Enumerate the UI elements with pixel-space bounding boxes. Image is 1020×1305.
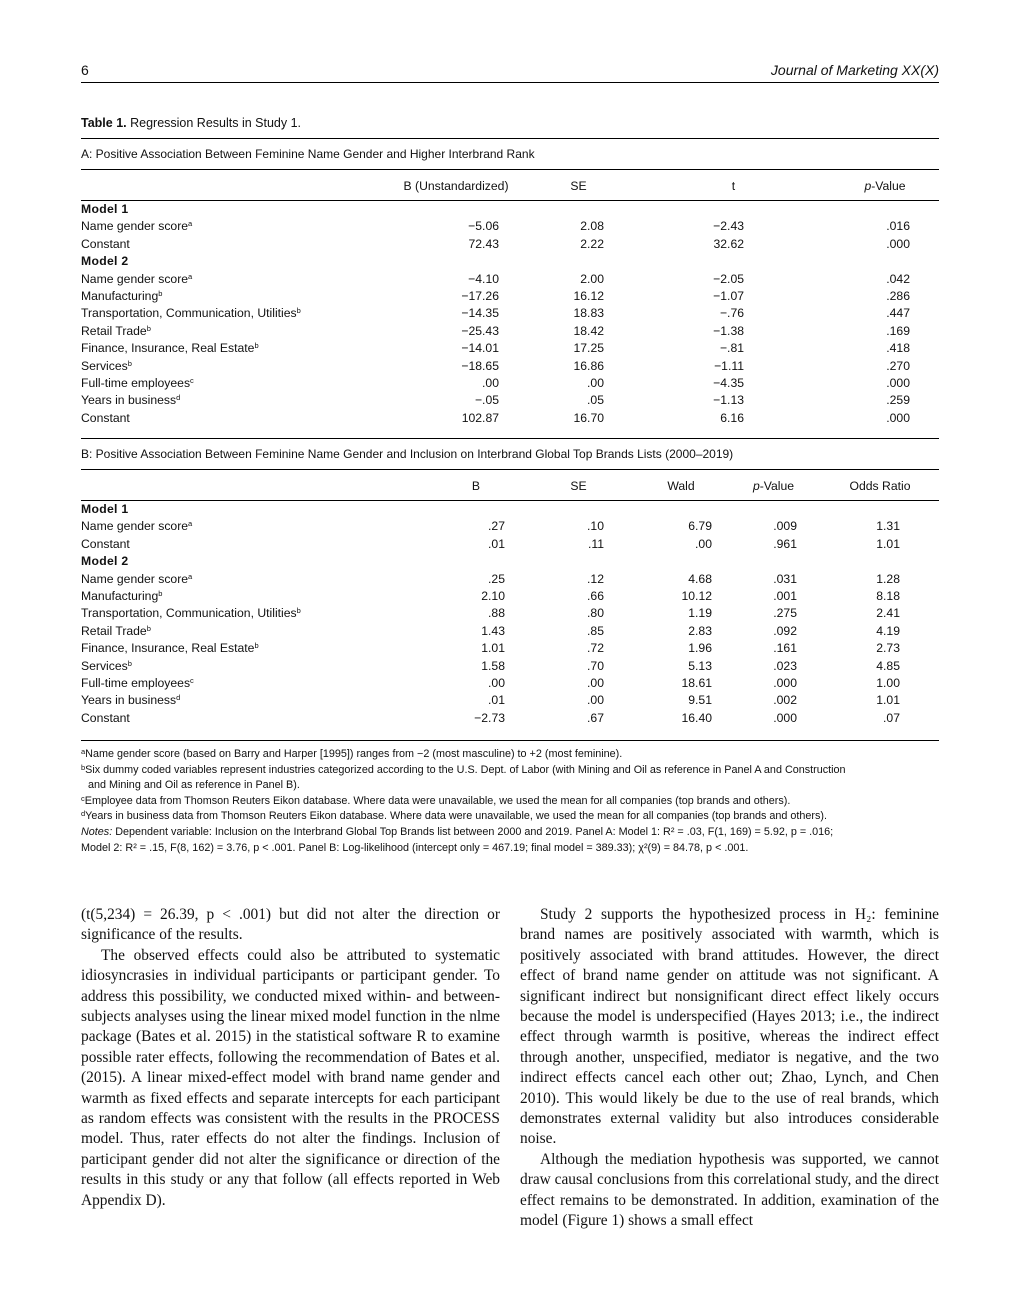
cell-value: −25.43 — [461, 323, 499, 338]
cell-value: −18.65 — [461, 358, 499, 373]
cell-value: 5.13 — [688, 658, 712, 673]
cell-value: .85 — [587, 623, 604, 638]
panel-a-table-row — [81, 358, 939, 375]
cell-value: .002 — [773, 693, 797, 708]
cell-value: .092 — [773, 623, 797, 638]
body-paragraph: Study 2 supports the hypothesized process in H₂: feminine brand names are positively associated with warmth, which is positively associated with brand attitudes. However, the direct effect of brand name gender on attitude was not significant. A significant indirect but nonsignificant direct effect likely occurs because the model is underspecified (Hayes 2013; i.e., the indirect effect through warmth is positive, whereas the indirect effect through another, unspecified, mediator is negative, and the two indirect effects cancel each other out; Zhao, Lynch, and Chen 2010). This would likely be due to the use of real brands, which demonstrates external validity but also introduces considerable noise. — [520, 906, 939, 1148]
panel-b-table-row — [81, 710, 939, 727]
cell-value: 4.19 — [876, 623, 900, 638]
row-label: Name gender score$^a$ — [81, 271, 193, 286]
row-label: Retail Trade$^b$ — [81, 323, 151, 338]
panel-a-model-heading — [81, 201, 939, 218]
cell-value: 2.10 — [481, 589, 505, 604]
cell-value: .000 — [886, 376, 910, 391]
cell-value: .00 — [482, 376, 499, 391]
cell-value: −4.35 — [713, 376, 744, 391]
panel-a-table-row — [81, 288, 939, 305]
cell-value: .80 — [587, 606, 604, 621]
cell-value: 2.00 — [580, 271, 604, 286]
cell-value: 6.79 — [688, 519, 712, 534]
cell-value: 2.83 — [688, 623, 712, 638]
row-label: Retail Trade$^b$ — [81, 623, 151, 638]
cell-value: .00 — [587, 676, 604, 691]
panel-b-col-label — [81, 471, 431, 501]
cell-value: −.81 — [719, 341, 744, 356]
cell-value: .286 — [886, 289, 910, 304]
table-notes-line1: Notes: Dependent variable: Inclusion on the Interbrand Global Top Brands list between 2000 and 2019. Panel A: Model 1: R² = .03, F(1, 169) = 5.92, p = .016; — [81, 825, 834, 838]
panel-b-table-row — [81, 658, 939, 675]
table-top-rule — [81, 138, 939, 139]
cell-value: .27 — [488, 519, 505, 534]
panel-a-table-row — [81, 340, 939, 357]
panel-b-title-rule — [81, 469, 939, 470]
panel-a-table-row — [81, 218, 939, 235]
panel-b-table-row — [81, 605, 939, 622]
panel-a-title-rule — [81, 169, 939, 170]
panel-a-table-row — [81, 323, 939, 340]
cell-value: 16.12 — [573, 289, 604, 304]
row-label: Manufacturing$^b$ — [81, 289, 163, 304]
cell-value: .12 — [587, 571, 604, 586]
model-label: Model 2 — [81, 254, 129, 269]
cell-value: 1.01 — [876, 536, 900, 551]
panel-b-table — [81, 471, 939, 727]
cell-value: 16.86 — [573, 358, 604, 373]
panel-b-table-row — [81, 536, 939, 553]
cell-value: 1.43 — [481, 623, 505, 638]
table-label: Table 1. — [81, 116, 127, 130]
cell-value: .169 — [886, 323, 910, 338]
panel-b-model-heading — [81, 553, 939, 570]
row-label: Name gender score$^a$ — [81, 519, 193, 534]
row-label: Services$^b$ — [81, 658, 132, 673]
panel-b-col-p: p-Value — [752, 479, 795, 493]
panel-a-col-se: SE — [570, 179, 587, 193]
cell-value: .418 — [886, 341, 910, 356]
cell-value: 9.51 — [688, 693, 712, 708]
panel-b-table-row — [81, 623, 939, 640]
panel-b-header-row — [81, 471, 939, 501]
page-number: 6 — [81, 62, 89, 78]
cell-value: 1.58 — [481, 658, 505, 673]
cell-value: .275 — [773, 606, 797, 621]
panel-b-col-wald: Wald — [667, 479, 695, 493]
panel-b-table-row — [81, 571, 939, 588]
panel-a-col-p: p-Value — [864, 179, 906, 193]
cell-value: −2.05 — [713, 271, 744, 286]
table-bottom-rule — [81, 740, 939, 741]
panel-b-col-or: Odds Ratio — [849, 479, 911, 493]
panel-a-header-rule — [81, 200, 939, 201]
cell-value: .05 — [587, 393, 604, 408]
model-label: Model 2 — [81, 554, 129, 569]
row-label: Finance, Insurance, Real Estate$^b$ — [81, 341, 259, 356]
panel-b-col-b: B — [471, 479, 481, 493]
cell-value: −1.38 — [713, 323, 744, 338]
cell-value: 1.31 — [876, 519, 900, 534]
panel-a-title: A: Positive Association Between Feminine Name Gender and Higher Interbrand Rank — [81, 147, 535, 161]
row-label: Years in business$^d$ — [81, 393, 181, 408]
table-title: Regression Results in Study 1. — [130, 116, 302, 130]
cell-value: 16.40 — [681, 710, 712, 725]
cell-value: 10.12 — [681, 589, 712, 604]
cell-value: .70 — [587, 658, 604, 673]
cell-value: −1.07 — [713, 289, 744, 304]
row-label: Transportation, Communication, Utilities$^b$ — [81, 606, 301, 621]
cell-value: .01 — [488, 693, 505, 708]
panel-b-table-row — [81, 588, 939, 605]
panel-a-table-row — [81, 410, 939, 427]
running-header — [81, 60, 939, 83]
cell-value: .66 — [587, 589, 604, 604]
cell-value: 16.70 — [573, 410, 604, 425]
cell-value: 2.22 — [580, 236, 604, 251]
cell-value: 8.18 — [876, 589, 900, 604]
cell-value: 1.01 — [481, 641, 505, 656]
row-label: Years in business$^d$ — [81, 693, 181, 708]
row-label: Services$^b$ — [81, 358, 132, 373]
cell-value: .270 — [886, 358, 910, 373]
panel-a-bottom-rule — [81, 438, 939, 439]
cell-value: 1.01 — [876, 693, 900, 708]
cell-value: .07 — [883, 710, 900, 725]
cell-value: 18.83 — [573, 306, 604, 321]
panel-b-model-heading — [81, 501, 939, 518]
panel-b-table-row — [81, 675, 939, 692]
cell-value: 4.68 — [688, 571, 712, 586]
cell-value: .000 — [773, 710, 797, 725]
row-label: Name gender score$^a$ — [81, 571, 193, 586]
panel-b-col-se: SE — [570, 479, 587, 493]
cell-value: .00 — [587, 693, 604, 708]
cell-value: 102.87 — [461, 410, 499, 425]
cell-value: .000 — [886, 236, 910, 251]
cell-value: 2.73 — [876, 641, 900, 656]
panel-a-table-row — [81, 271, 939, 288]
panel-a-col-t: t — [731, 179, 736, 193]
panel-b-table-row — [81, 692, 939, 709]
cell-value: 2.41 — [876, 606, 900, 621]
panel-b-table-row — [81, 518, 939, 535]
cell-value: −.76 — [719, 306, 744, 321]
footnote-b: $^b$Six dummy coded variables represent industries categorized according to the U.S. Dept. of Labor (with Mining and Oil as reference in Panel A and Construction — [81, 762, 846, 776]
cell-value: .01 — [488, 536, 505, 551]
row-label: Transportation, Communication, Utilities$^b$ — [81, 306, 301, 321]
table-notes-line2: Model 2: R² = .15, F(8, 162) = 3.76, p < .001. Panel B: Log-likelihood (intercept only = 467.19; final model = 389.33); χ²(9) = 84.78, p < .001. — [81, 841, 749, 854]
cell-value: .000 — [773, 676, 797, 691]
journal-title: Journal of Marketing XX(X) — [770, 62, 939, 78]
cell-value: 18.42 — [573, 323, 604, 338]
body-paragraph: The observed effects could also be attributed to systematic idiosyncrasies in individual participants or participant gender. To address this possibility, we conducted mixed within- and between-subjects analyses using the linear mixed model function in the nlme package (Bates et al. 2015) in the statistical software R to examine possible rater effects, following the recommendation of Bates et al. (2015). A linear mixed-effect model with brand name gender and warmth as fixed effects and separate intercepts for each participant as random effects was consistent with the results in the PROCESS model. Thus, rater effects do not alter the findings. Inclusion of participant gender did not alter the significance or direction of the results in this study or any that follow (all effects reported in Web Appendix D). — [81, 946, 500, 1209]
cell-value: .10 — [587, 519, 604, 534]
table-caption — [81, 116, 301, 130]
cell-value: .000 — [886, 410, 910, 425]
panel-a-header-row — [81, 171, 939, 201]
footnote-c: $^c$Employee data from Thomson Reuters Eikon database. Where data were unavailable, we used the mean for all companies (top brands and others). — [81, 793, 791, 807]
cell-value: .88 — [488, 606, 505, 621]
row-label: Full-time employees$^c$ — [81, 376, 194, 391]
body-paragraph: Although the mediation hypothesis was supported, we cannot draw causal conclusions from this correlational study, and the direct effect remains to be demonstrated. In addition, examination of the model (Figure 1) shows a small effect — [520, 1150, 939, 1230]
cell-value: .25 — [488, 571, 505, 586]
cell-value: −1.11 — [714, 358, 744, 373]
model-label: Model 1 — [81, 202, 129, 216]
panel-b-table-row — [81, 640, 939, 657]
cell-value: 6.16 — [720, 410, 744, 425]
row-label: Constant — [81, 236, 130, 251]
row-label: Finance, Insurance, Real Estate$^b$ — [81, 641, 259, 656]
cell-value: .009 — [773, 519, 797, 534]
cell-value: 4.85 — [876, 658, 900, 673]
panel-a-table — [81, 171, 939, 427]
cell-value: −2.73 — [474, 710, 505, 725]
panel-a-col-label — [81, 171, 391, 201]
panel-b-title: B: Positive Association Between Feminine Name Gender and Inclusion on Interbrand Global Top Brands Lists (2000–2019) — [81, 447, 734, 461]
cell-value: .00 — [488, 676, 505, 691]
cell-value: .67 — [587, 710, 604, 725]
cell-value: .042 — [886, 271, 910, 286]
cell-value: −17.26 — [461, 289, 499, 304]
cell-value: .031 — [773, 571, 797, 586]
cell-value: .00 — [587, 376, 604, 391]
panel-a-model-heading — [81, 253, 939, 270]
body-column-right — [520, 905, 939, 1232]
cell-value: −2.43 — [713, 219, 744, 234]
body-paragraph: (t(5,234) = 26.39, p < .001) but did not alter the direction or significance of the results. — [81, 906, 500, 944]
cell-value: .11 — [587, 536, 604, 551]
row-label: Constant — [81, 410, 130, 425]
footnote-a: $^a$Name gender score (based on Barry and Harper [1995]) ranges from −2 (most masculine) to +2 (most feminine). — [81, 747, 623, 760]
cell-value: .961 — [773, 536, 797, 551]
footnote-b-cont: and Mining and Oil as reference in Panel B). — [88, 779, 300, 792]
table-notes — [81, 747, 939, 856]
cell-value: −5.06 — [468, 219, 499, 234]
panel-a-table-row — [81, 375, 939, 392]
cell-value: 18.61 — [681, 676, 712, 691]
cell-value: −14.01 — [461, 341, 499, 356]
cell-value: .001 — [773, 589, 797, 604]
cell-value: −14.35 — [461, 306, 499, 321]
row-label: Full-time employees$^c$ — [81, 676, 194, 691]
cell-value: −1.13 — [713, 393, 744, 408]
cell-value: 1.28 — [876, 571, 900, 586]
footnote-d: $^d$Years in business data from Thomson Reuters Eikon database. Where data were unavailable, we used the mean for all companies (top brands and others). — [81, 809, 827, 823]
cell-value: .259 — [886, 393, 910, 408]
panel-b-header-rule — [81, 500, 939, 501]
row-label: Name gender score$^a$ — [81, 219, 193, 234]
cell-value: 17.25 — [573, 341, 604, 356]
panel-a-table-row — [81, 392, 939, 409]
cell-value: −.05 — [474, 393, 499, 408]
cell-value: .00 — [695, 536, 712, 551]
cell-value: −4.10 — [468, 271, 499, 286]
cell-value: .72 — [587, 641, 604, 656]
panel-a-table-row — [81, 305, 939, 322]
panel-a-col-b: B (Unstandardized) — [403, 179, 509, 193]
cell-value: 32.62 — [713, 236, 744, 251]
cell-value: 1.96 — [688, 641, 712, 656]
cell-value: .161 — [773, 641, 797, 656]
panel-a-table-row — [81, 236, 939, 253]
cell-value: 72.43 — [468, 236, 499, 251]
cell-value: 1.00 — [876, 676, 900, 691]
body-column-left — [81, 905, 500, 1211]
model-label: Model 1 — [81, 502, 129, 516]
row-label: Constant — [81, 710, 130, 725]
row-label: Constant — [81, 536, 130, 551]
cell-value: .023 — [773, 658, 797, 673]
cell-value: 2.08 — [580, 219, 604, 234]
cell-value: .016 — [886, 219, 910, 234]
cell-value: 1.19 — [688, 606, 712, 621]
cell-value: .447 — [886, 306, 910, 321]
row-label: Manufacturing$^b$ — [81, 589, 163, 604]
